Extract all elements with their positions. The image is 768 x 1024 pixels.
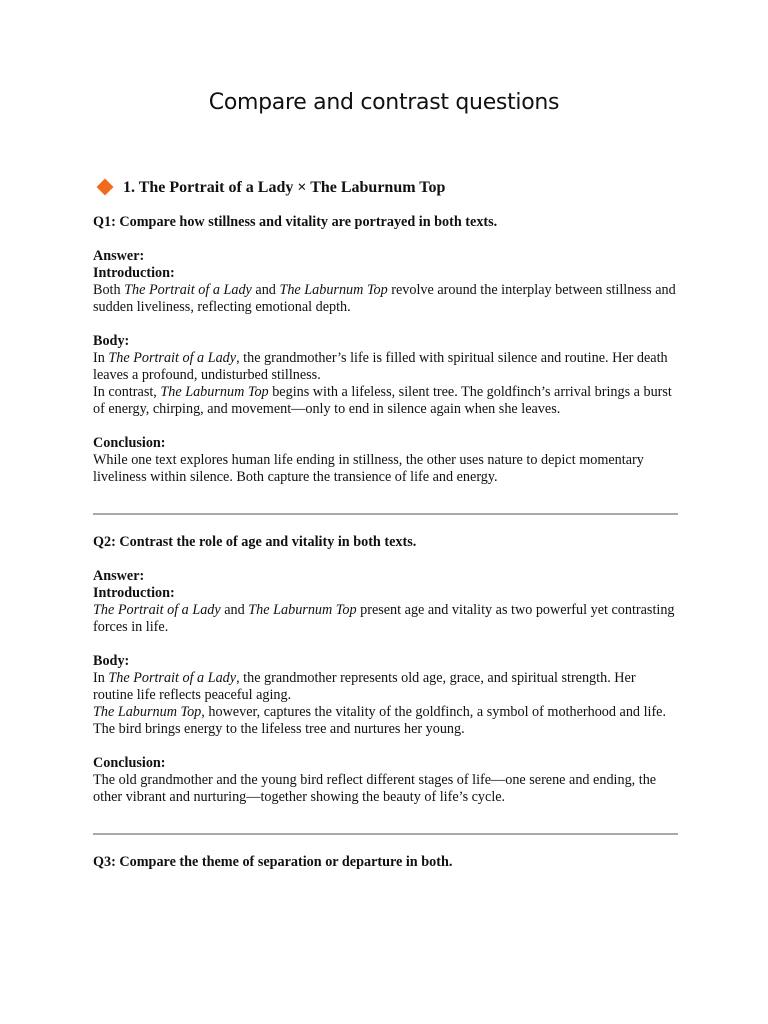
- introduction-text: The Portrait of a Lady and The Laburnum Top present age and vitality as two powerful yet contrasting forces in life.: [93, 602, 675, 635]
- title-portrait: The Portrait of a Lady: [93, 602, 221, 618]
- section-heading: [97, 176, 678, 198]
- title-portrait: The Portrait of a Lady: [108, 670, 237, 686]
- title-laburnum: The Laburnum Top: [160, 384, 269, 400]
- body-paragraph: In The Portrait of a Lady, the grandmother represents old age, grace, and spiritual strength. Her routine life reflects peaceful aging.: [93, 670, 636, 703]
- conclusion-text: While one text explores human life ending in stillness, the other uses nature to depict momentary liveliness within silence. Both capture the transience of life and energy.: [93, 452, 644, 485]
- introduction-text: Both The Portrait of a Lady and The Laburnum Top revolve around the interplay between stillness and sudden liveliness, reflecting emotional depth.: [93, 282, 676, 315]
- conclusion-label: Conclusion:: [93, 435, 166, 451]
- title-portrait: The Portrait of a Lady: [124, 282, 252, 298]
- question-q1: Q1: Compare how stillness and vitality are portrayed in both texts.: [93, 214, 498, 230]
- introduction-label: Introduction:: [93, 585, 175, 601]
- body-label: Body:: [93, 653, 130, 669]
- body-paragraph: In contrast, The Laburnum Top begins with a lifeless, silent tree. The goldfinch’s arrival brings a burst of energy, chirping, and movement—only to end in silence again when she leaves.: [93, 384, 672, 417]
- answer-label: Answer:: [93, 248, 145, 264]
- question-block-q1: [93, 214, 678, 486]
- question-block-q3: [93, 854, 678, 871]
- question-block-q2: [93, 534, 678, 806]
- answer-label: Answer:: [93, 568, 145, 584]
- body-paragraph: The Laburnum Top, however, captures the vitality of the goldfinch, a symbol of motherhood and life. The bird brings energy to the lifeless tree and nurtures her young.: [93, 704, 667, 737]
- orange-diamond-icon: [97, 179, 114, 196]
- body-label: Body:: [93, 333, 130, 349]
- title-laburnum: The Laburnum Top: [248, 602, 357, 618]
- page-title: Compare and contrast questions: [208, 90, 560, 115]
- divider: [93, 513, 678, 515]
- divider: [93, 833, 678, 835]
- title-laburnum: The Laburnum Top: [279, 282, 388, 298]
- document-content: [93, 176, 678, 888]
- introduction-label: Introduction:: [93, 265, 175, 281]
- conclusion-label: Conclusion:: [93, 755, 166, 771]
- conclusion-text: The old grandmother and the young bird reflect different stages of life—one serene and ending, the other vibrant and nurturing—together showing the beauty of life’s cycle.: [93, 772, 657, 805]
- body-paragraph: In The Portrait of a Lady, the grandmother’s life is filled with spiritual silence and routine. Her death leaves a profound, undisturbed stillness.: [93, 350, 668, 383]
- question-q3: Q3: Compare the theme of separation or departure in both.: [93, 854, 453, 870]
- question-q2: Q2: Contrast the role of age and vitality in both texts.: [93, 534, 417, 550]
- title-portrait: The Portrait of a Lady: [108, 350, 237, 366]
- title-laburnum: The Laburnum Top: [93, 704, 202, 720]
- section-heading-text: 1. The Portrait of a Lady × The Laburnum Top: [123, 178, 446, 196]
